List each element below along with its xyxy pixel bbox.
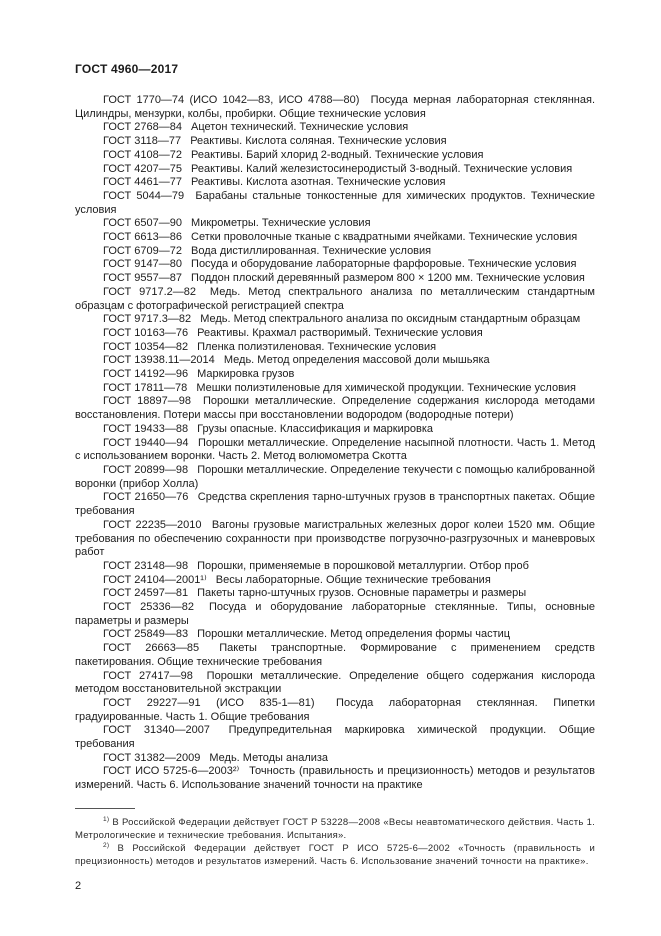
reference-entry xyxy=(75,587,595,601)
gost-title: Посуда и оборудование лабораторные фарфоровые. Технические условия xyxy=(191,258,577,271)
gost-title: Барабаны стальные тонкостенные для химических продуктов. Технические условия xyxy=(75,189,595,216)
reference-entry xyxy=(75,190,595,217)
gost-title: Вода дистиллированная. Технические условия xyxy=(191,244,432,257)
gost-code: ГОСТ ИСО 5725-6—2003²⁾ xyxy=(103,765,240,778)
reference-entry xyxy=(75,752,595,766)
gost-code: ГОСТ 9717.3—82 xyxy=(103,313,192,326)
reference-entry xyxy=(75,560,595,574)
reference-entry xyxy=(75,94,595,121)
reference-entry xyxy=(75,258,595,272)
gost-code: ГОСТ 13938.11—2014 xyxy=(103,354,215,367)
reference-entry xyxy=(75,574,595,588)
gost-code: ГОСТ 19440—94 xyxy=(103,436,189,449)
gost-code: ГОСТ 21650—76 xyxy=(103,491,189,504)
gost-code: ГОСТ 6507—90 xyxy=(103,217,182,230)
gost-title: Реактивы. Барий хлорид 2-водный. Технические условия xyxy=(191,148,484,161)
gost-code: ГОСТ 26663—85 xyxy=(103,642,200,655)
reference-entry xyxy=(75,231,595,245)
gost-code: ГОСТ 29227—91 (ИСО 835-1—81) xyxy=(103,696,315,709)
gost-title: Весы лабораторные. Общие технические требования xyxy=(215,573,491,586)
gost-title: Порошки металлические. Определение текучести с помощью калиброванной воронки (прибор Холла) xyxy=(75,463,596,490)
reference-entry xyxy=(75,245,595,259)
gost-code: ГОСТ 10163—76 xyxy=(103,326,189,339)
gost-title: Посуда лабораторная стеклянная. Пипетки градуированные. Часть 1. Общие требования xyxy=(75,696,595,723)
page-number: 2 xyxy=(75,879,82,892)
reference-entry xyxy=(75,519,595,560)
gost-title: Порошки металлические. Определение насыпной плотности. Часть 1. Метод с использованием воронки. Часть 2. Метод волюмометра Скотта xyxy=(75,436,595,463)
reference-entry xyxy=(75,395,595,422)
gost-code: ГОСТ 2768—84 xyxy=(103,121,182,134)
gost-code: ГОСТ 14192—96 xyxy=(103,368,189,381)
gost-title: Медь. Методы анализа xyxy=(209,751,329,764)
gost-title: Посуда и оборудование лабораторные стеклянные. Типы, основные параметры и размеры xyxy=(75,601,596,627)
reference-entry xyxy=(75,163,595,177)
gost-title: Средства скрепления тарно-штучных грузов в транспортных пакетах. Общие требования xyxy=(75,491,596,518)
gost-title: Реактивы. Кислота соляная. Технические условия xyxy=(190,135,447,148)
gost-code: ГОСТ 9717.2—82 xyxy=(103,285,196,298)
gost-title: Порошки металлические. Метод определения формы частиц xyxy=(197,628,511,641)
gost-title: Медь. Метод спектрального анализа по металлическим стандартным образцам с фотографической регистрацией спектра xyxy=(75,285,595,312)
footnote-separator xyxy=(75,808,135,809)
gost-title: Пленка полиэтиленовая. Технические условия xyxy=(197,340,437,353)
footnote-marker: 2) xyxy=(103,841,110,849)
footnote-text: В Российской Федерации действует ГОСТ Р 53228—2008 «Весы неавтоматического действия. Часть 1. Метрологические и технические требования. Испытания». xyxy=(75,816,595,841)
reference-entry xyxy=(75,724,595,751)
gost-title: Сетки проволочные тканые с квадратными ячейками. Технические условия xyxy=(191,231,578,244)
gost-title: Реактивы. Крахмал растворимый. Технические условия xyxy=(197,326,483,339)
gost-title: Микрометры. Технические условия xyxy=(191,217,371,230)
gost-code: ГОСТ 6613—86 xyxy=(103,231,182,244)
gost-title: Реактивы. Калий железистосинеродистый 3-водный. Технические условия xyxy=(191,162,573,175)
reference-entry xyxy=(75,135,595,149)
gost-code: ГОСТ 23148—98 xyxy=(103,559,189,572)
gost-code: ГОСТ 1770—74 (ИСО 1042—83, ИСО 4788—80) xyxy=(103,94,360,106)
gost-code: ГОСТ 25336—82 xyxy=(103,601,195,614)
reference-entry xyxy=(75,765,595,792)
gost-code: ГОСТ 9147—80 xyxy=(103,258,182,271)
reference-entry xyxy=(75,382,595,396)
gost-title: Мешки полиэтиленовые для химической продукции. Технические условия xyxy=(196,381,577,394)
reference-entry xyxy=(75,121,595,135)
reference-entry xyxy=(75,286,595,313)
gost-code: ГОСТ 4108—72 xyxy=(103,148,182,161)
reference-entry xyxy=(75,149,595,163)
gost-code: ГОСТ 24104—2001¹⁾ xyxy=(103,573,207,586)
gost-title: Пакеты тарно-штучных грузов. Основные параметры и размеры xyxy=(197,587,527,600)
gost-title: Медь. Метод спектрального анализа по оксидным стандартным образцам xyxy=(200,313,581,326)
gost-code: ГОСТ 5044—79 xyxy=(103,189,185,202)
gost-code: ГОСТ 3118—77 xyxy=(103,135,182,148)
gost-title: Поддон плоский деревянный размером 800 × 1200 мм. Технические условия xyxy=(191,272,585,285)
reference-entry xyxy=(75,491,595,518)
reference-entry xyxy=(75,176,595,190)
page-header: ГОСТ 4960—2017 xyxy=(75,62,179,76)
gost-title: Порошки металлические. Определение содержания кислорода методами восстановления. Потери массы при восстановлении водородом (водородные потери) xyxy=(75,395,595,422)
footnote xyxy=(75,816,595,842)
reference-entry xyxy=(75,437,595,464)
reference-entry xyxy=(75,423,595,437)
reference-entry xyxy=(75,697,595,724)
gost-code: ГОСТ 10354—82 xyxy=(103,340,189,353)
gost-code: ГОСТ 17811—78 xyxy=(103,381,188,394)
gost-code: ГОСТ 19433—88 xyxy=(103,422,189,435)
gost-title: Ацетон технический. Технические условия xyxy=(191,121,409,134)
gost-code: ГОСТ 27417—98 xyxy=(103,669,193,682)
gost-title: Реактивы. Кислота азотная. Технические условия xyxy=(191,176,446,189)
gost-code: ГОСТ 9557—87 xyxy=(103,272,182,285)
gost-title: Медь. Метод определения массовой доли мышьяка xyxy=(223,354,490,367)
reference-entry xyxy=(75,464,595,491)
reference-entry xyxy=(75,313,595,327)
gost-code: ГОСТ 31382—2009 xyxy=(103,751,201,764)
footnote-marker: 1) xyxy=(103,815,110,823)
reference-entry xyxy=(75,670,595,697)
reference-entry xyxy=(75,327,595,341)
reference-entry xyxy=(75,628,595,642)
gost-title: Точность (правильность и прецизионность) методов и результатов измерений. Часть 6. Использование значений точности на практике xyxy=(75,765,595,792)
reference-entry xyxy=(75,642,595,669)
gost-title: Маркировка грузов xyxy=(197,368,295,381)
footnote xyxy=(75,842,595,868)
reference-entry xyxy=(75,217,595,231)
gost-title: Вагоны грузовые магистральных железных дорог колеи 1520 мм. Общие требования по обеспечению сохранности при производстве погрузочно-разгрузочных и маневровых работ xyxy=(75,518,596,559)
gost-code: ГОСТ 18897—98 xyxy=(103,395,191,408)
gost-code: ГОСТ 31340—2007 xyxy=(103,724,210,737)
gost-title: Порошки металлические. Определение общего содержания кислорода методом восстановительной экстракции xyxy=(75,669,595,696)
gost-code: ГОСТ 20899—98 xyxy=(103,463,189,476)
footnotes-section xyxy=(75,816,595,868)
gost-code: ГОСТ 6709—72 xyxy=(103,244,182,257)
reference-entry xyxy=(75,368,595,382)
gost-code: ГОСТ 24597—81 xyxy=(103,587,189,600)
reference-entry xyxy=(75,354,595,368)
gost-code: ГОСТ 22235—2010 xyxy=(103,518,202,531)
gost-code: ГОСТ 4207—75 xyxy=(103,162,182,175)
gost-code: ГОСТ 4461—77 xyxy=(103,176,182,189)
gost-title: Грузы опасные. Классификация и маркировка xyxy=(197,422,434,435)
gost-title: Порошки, применяемые в порошковой металлургии. Отбор проб xyxy=(197,559,529,572)
reference-entry xyxy=(75,601,595,628)
gost-code: ГОСТ 25849—83 xyxy=(103,628,189,641)
gost-title: Предупредительная маркировка химической продукции. Общие требования xyxy=(75,724,596,751)
gost-title: Пакеты транспортные. Формирование с применением средств пакетирования. Общие технические требования xyxy=(75,642,595,668)
gost-title: Посуда мерная лабораторная стеклянная. Цилиндры, мензурки, колбы, пробирки. Общие технические условия xyxy=(75,94,595,120)
footnote-text: В Российской Федерации действует ГОСТ Р ИСО 5725-6—2002 «Точность (правильность и прецизионность) методов и результатов измерений. Часть 6. Использование значений точности на практике». xyxy=(75,842,596,867)
reference-entry xyxy=(75,341,595,355)
references-list xyxy=(75,94,595,793)
reference-entry xyxy=(75,272,595,286)
